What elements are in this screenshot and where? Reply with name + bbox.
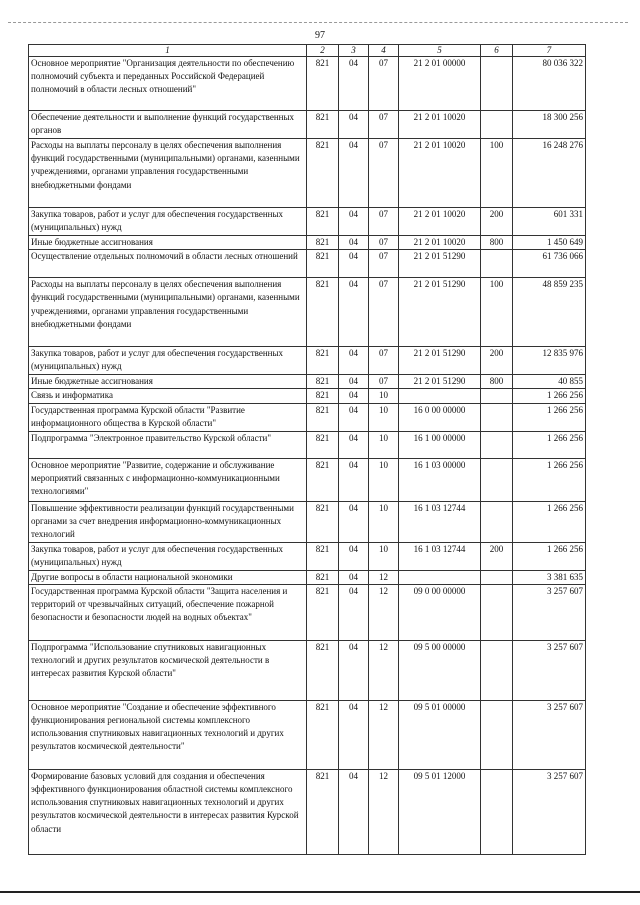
header-cell-7: 7 — [513, 45, 586, 57]
row-target-article: 21 2 01 51290 — [399, 347, 481, 375]
row-name: Государственная программа Курской области "Развитие информационного общества в Курской области" — [29, 403, 307, 431]
row-section-code: 04 — [339, 389, 369, 403]
row-section-code: 04 — [339, 542, 369, 570]
page-number: 97 — [315, 30, 325, 41]
bottom-rule — [0, 891, 640, 893]
row-subsection-code: 07 — [369, 375, 399, 389]
header-cell-2: 2 — [307, 45, 339, 57]
row-section-code: 04 — [339, 208, 369, 236]
row-name: Подпрограмма "Использование спутниковых навигационных технологий и других результатов космической деятельности в интересах развития Курской области" — [29, 640, 307, 700]
row-ministry-code: 821 — [307, 769, 339, 854]
row-target-article: 16 1 03 12744 — [399, 542, 481, 570]
row-section-code: 04 — [339, 501, 369, 542]
row-section-code: 04 — [339, 458, 369, 501]
row-amount: 12 835 976 — [513, 347, 586, 375]
row-section-code: 04 — [339, 375, 369, 389]
row-name: Иные бюджетные ассигнования — [29, 236, 307, 250]
table-row — [29, 139, 586, 208]
header-row — [29, 45, 586, 57]
header-cell-3: 3 — [339, 45, 369, 57]
row-target-article: 09 5 01 12000 — [399, 769, 481, 854]
row-expense-type — [481, 501, 513, 542]
row-amount: 1 266 256 — [513, 458, 586, 501]
row-amount: 3 257 607 — [513, 769, 586, 854]
row-ministry-code: 821 — [307, 111, 339, 139]
row-amount: 1 266 256 — [513, 501, 586, 542]
row-target-article: 09 5 00 00000 — [399, 640, 481, 700]
row-amount: 16 248 276 — [513, 139, 586, 208]
row-ministry-code: 821 — [307, 542, 339, 570]
row-amount: 601 331 — [513, 208, 586, 236]
row-section-code: 04 — [339, 769, 369, 854]
row-target-article: 21 2 01 10020 — [399, 111, 481, 139]
row-ministry-code: 821 — [307, 700, 339, 769]
row-section-code: 04 — [339, 570, 369, 584]
row-name: Обеспечение деятельности и выполнение функций государственных органов — [29, 111, 307, 139]
row-subsection-code: 10 — [369, 431, 399, 458]
header-cell-5: 5 — [399, 45, 481, 57]
row-expense-type — [481, 57, 513, 111]
row-target-article: 16 1 00 00000 — [399, 431, 481, 458]
top-rule — [8, 22, 628, 23]
row-name: Расходы на выплаты персоналу в целях обеспечения выполнения функций государственными (муниципальными) органами, казенными учреждениями, органами управления государственными внебюджетными фондами — [29, 139, 307, 208]
row-section-code: 04 — [339, 250, 369, 278]
row-target-article — [399, 389, 481, 403]
row-subsection-code: 12 — [369, 584, 399, 640]
row-expense-type — [481, 640, 513, 700]
row-subsection-code: 07 — [369, 250, 399, 278]
row-ministry-code: 821 — [307, 347, 339, 375]
row-expense-type: 800 — [481, 236, 513, 250]
table-row — [29, 700, 586, 769]
row-subsection-code: 07 — [369, 57, 399, 111]
row-ministry-code: 821 — [307, 389, 339, 403]
row-ministry-code: 821 — [307, 250, 339, 278]
row-section-code: 04 — [339, 139, 369, 208]
row-target-article: 21 2 01 10020 — [399, 236, 481, 250]
row-target-article: 21 2 01 51290 — [399, 278, 481, 347]
row-expense-type — [481, 570, 513, 584]
row-amount: 1 266 256 — [513, 431, 586, 458]
row-ministry-code: 821 — [307, 139, 339, 208]
row-amount: 48 859 235 — [513, 278, 586, 347]
row-expense-type: 200 — [481, 347, 513, 375]
row-name: Подпрограмма "Электронное правительство Курской области" — [29, 431, 307, 458]
row-section-code: 04 — [339, 57, 369, 111]
row-target-article: 16 0 00 00000 — [399, 403, 481, 431]
row-amount: 3 381 635 — [513, 570, 586, 584]
row-expense-type — [481, 458, 513, 501]
row-ministry-code: 821 — [307, 57, 339, 111]
row-expense-type — [481, 584, 513, 640]
table-row — [29, 570, 586, 584]
table-row — [29, 501, 586, 542]
row-expense-type — [481, 403, 513, 431]
row-expense-type — [481, 769, 513, 854]
row-subsection-code: 10 — [369, 542, 399, 570]
row-name: Связь и информатика — [29, 389, 307, 403]
table-row — [29, 208, 586, 236]
budget-table — [28, 44, 586, 855]
row-expense-type — [481, 700, 513, 769]
row-ministry-code: 821 — [307, 208, 339, 236]
row-name: Закупка товаров, работ и услуг для обеспечения государственных (муниципальных) нужд — [29, 542, 307, 570]
row-amount: 80 036 322 — [513, 57, 586, 111]
table-row — [29, 236, 586, 250]
row-subsection-code: 07 — [369, 208, 399, 236]
row-subsection-code: 07 — [369, 347, 399, 375]
table-row — [29, 542, 586, 570]
row-name: Формирование базовых условий для создания и обеспечения эффективного функционирования областной системы комплексного использования спутниковых навигационных технологий и других результатов космической деятельности в интересах развития Курской области — [29, 769, 307, 854]
row-target-article: 21 2 01 51290 — [399, 375, 481, 389]
row-target-article: 16 1 03 00000 — [399, 458, 481, 501]
row-section-code: 04 — [339, 640, 369, 700]
row-name: Основное мероприятие "Создание и обеспечение эффективного функционирования региональной системы комплексного использования спутниковых навигационных технологий и других результатов космической деятельности" — [29, 700, 307, 769]
row-name: Закупка товаров, работ и услуг для обеспечения государственных (муниципальных) нужд — [29, 208, 307, 236]
row-subsection-code: 10 — [369, 458, 399, 501]
row-subsection-code: 12 — [369, 769, 399, 854]
row-ministry-code: 821 — [307, 584, 339, 640]
row-amount: 1 266 256 — [513, 542, 586, 570]
table-row — [29, 278, 586, 347]
table-row — [29, 640, 586, 700]
row-target-article: 16 1 03 12744 — [399, 501, 481, 542]
row-subsection-code: 07 — [369, 111, 399, 139]
header-cell-1: 1 — [29, 45, 307, 57]
row-target-article: 21 2 01 51290 — [399, 250, 481, 278]
header-cell-4: 4 — [369, 45, 399, 57]
row-target-article: 21 2 01 10020 — [399, 139, 481, 208]
row-name: Основное мероприятие "Развитие, содержание и обслуживание мероприятий связанных с информационно-коммуникационными технологиями" — [29, 458, 307, 501]
row-subsection-code: 07 — [369, 139, 399, 208]
row-subsection-code: 10 — [369, 389, 399, 403]
table-row — [29, 57, 586, 111]
row-amount: 3 257 607 — [513, 584, 586, 640]
table-row — [29, 584, 586, 640]
table-row — [29, 347, 586, 375]
row-section-code: 04 — [339, 236, 369, 250]
row-target-article: 21 2 01 00000 — [399, 57, 481, 111]
row-target-article: 09 5 01 00000 — [399, 700, 481, 769]
row-section-code: 04 — [339, 278, 369, 347]
table-row — [29, 375, 586, 389]
row-section-code: 04 — [339, 403, 369, 431]
row-name: Осуществление отдельных полномочий в области лесных отношений — [29, 250, 307, 278]
row-subsection-code: 10 — [369, 403, 399, 431]
row-name: Другие вопросы в области национальной экономики — [29, 570, 307, 584]
row-subsection-code: 12 — [369, 570, 399, 584]
row-section-code: 04 — [339, 431, 369, 458]
row-subsection-code: 07 — [369, 236, 399, 250]
table-row — [29, 403, 586, 431]
row-name: Повышение эффективности реализации функций государственными органами за счет внедрения информационно-коммуникационных технологий — [29, 501, 307, 542]
row-section-code: 04 — [339, 700, 369, 769]
row-name: Закупка товаров, работ и услуг для обеспечения государственных (муниципальных) нужд — [29, 347, 307, 375]
header-cell-6: 6 — [481, 45, 513, 57]
row-expense-type: 200 — [481, 208, 513, 236]
row-expense-type — [481, 250, 513, 278]
row-amount: 3 257 607 — [513, 700, 586, 769]
row-name: Иные бюджетные ассигнования — [29, 375, 307, 389]
table-row — [29, 111, 586, 139]
table-row — [29, 431, 586, 458]
row-expense-type: 100 — [481, 278, 513, 347]
row-amount: 61 736 066 — [513, 250, 586, 278]
table-row — [29, 250, 586, 278]
row-name: Расходы на выплаты персоналу в целях обеспечения выполнения функций государственными (муниципальными) органами, казенными учреждениями, органами управления государственными внебюджетными фондами — [29, 278, 307, 347]
row-expense-type: 100 — [481, 139, 513, 208]
row-target-article: 09 0 00 00000 — [399, 584, 481, 640]
row-expense-type — [481, 111, 513, 139]
row-ministry-code: 821 — [307, 570, 339, 584]
row-ministry-code: 821 — [307, 403, 339, 431]
table-row — [29, 769, 586, 854]
row-amount: 18 300 256 — [513, 111, 586, 139]
row-ministry-code: 821 — [307, 458, 339, 501]
row-amount: 1 450 649 — [513, 236, 586, 250]
row-expense-type — [481, 389, 513, 403]
row-name: Государственная программа Курской области "Защита населения и территорий от чрезвычайных ситуаций, обеспечение пожарной безопасности и безопасности людей на водных объектах" — [29, 584, 307, 640]
row-name: Основное мероприятие "Организация деятельности по обеспечению полномочий субъекта и переданных Российской Федерацией полномочий в области лесных отношений" — [29, 57, 307, 111]
row-ministry-code: 821 — [307, 640, 339, 700]
row-amount: 1 266 256 — [513, 403, 586, 431]
row-expense-type: 800 — [481, 375, 513, 389]
row-target-article — [399, 570, 481, 584]
row-section-code: 04 — [339, 111, 369, 139]
row-subsection-code: 07 — [369, 278, 399, 347]
row-amount: 40 855 — [513, 375, 586, 389]
row-amount: 3 257 607 — [513, 640, 586, 700]
row-section-code: 04 — [339, 347, 369, 375]
row-ministry-code: 821 — [307, 431, 339, 458]
row-ministry-code: 821 — [307, 501, 339, 542]
row-amount: 1 266 256 — [513, 389, 586, 403]
row-subsection-code: 12 — [369, 700, 399, 769]
row-expense-type — [481, 431, 513, 458]
row-subsection-code: 12 — [369, 640, 399, 700]
row-ministry-code: 821 — [307, 375, 339, 389]
row-ministry-code: 821 — [307, 278, 339, 347]
table-row — [29, 458, 586, 501]
row-expense-type: 200 — [481, 542, 513, 570]
row-subsection-code: 10 — [369, 501, 399, 542]
row-target-article: 21 2 01 10020 — [399, 208, 481, 236]
row-ministry-code: 821 — [307, 236, 339, 250]
table-row — [29, 389, 586, 403]
row-section-code: 04 — [339, 584, 369, 640]
